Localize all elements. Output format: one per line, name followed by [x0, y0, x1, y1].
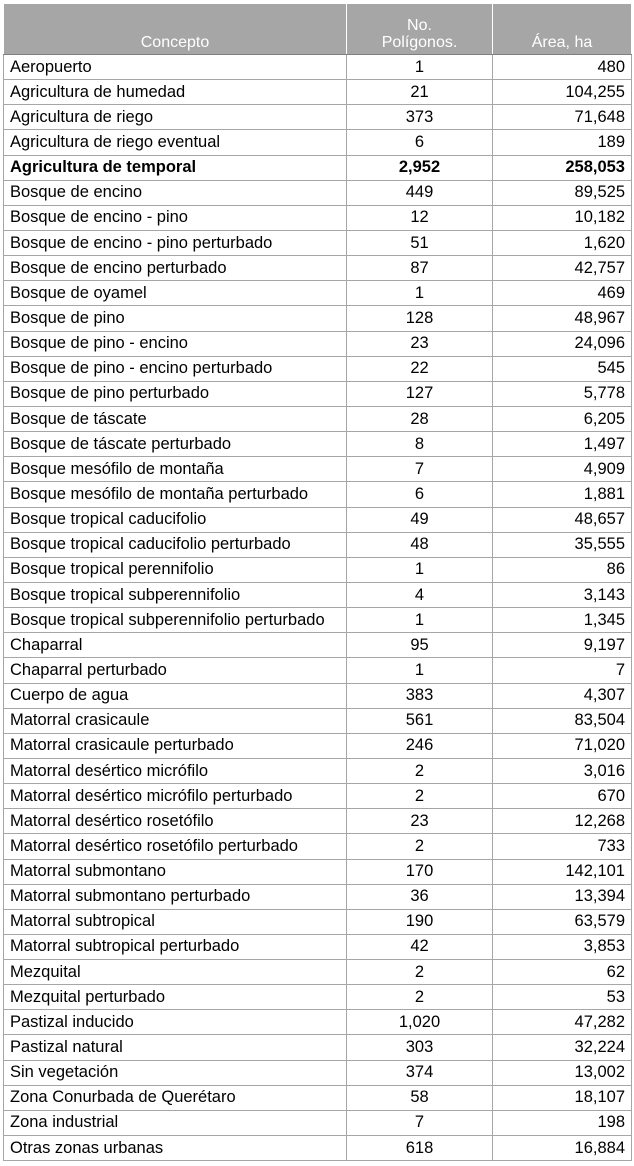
- row-concept: Bosque de táscate: [4, 406, 347, 431]
- header-area: Área, ha: [493, 4, 632, 55]
- table-row: [4, 105, 632, 130]
- table-header: [4, 4, 632, 55]
- row-area: 42,757: [493, 256, 632, 281]
- row-area: 86: [493, 557, 632, 582]
- row-area: 670: [493, 784, 632, 809]
- table-row: [4, 1110, 632, 1135]
- table-row: [4, 130, 632, 155]
- row-polygon-count: 383: [347, 683, 493, 708]
- row-area: 9,197: [493, 633, 632, 658]
- table-row: [4, 306, 632, 331]
- table-row: [4, 482, 632, 507]
- row-concept: Matorral desértico micrófilo perturbado: [4, 784, 347, 809]
- row-concept: Bosque de pino - encino: [4, 331, 347, 356]
- table-row: [4, 960, 632, 985]
- row-area: 48,967: [493, 306, 632, 331]
- table-row: [4, 809, 632, 834]
- row-concept: Bosque tropical caducifolio perturbado: [4, 532, 347, 557]
- row-polygon-count: 449: [347, 180, 493, 205]
- row-concept: Matorral submontano perturbado: [4, 884, 347, 909]
- row-concept: Otras zonas urbanas: [4, 1136, 347, 1161]
- row-polygon-count: 87: [347, 256, 493, 281]
- row-area: 104,255: [493, 80, 632, 105]
- table-row: [4, 1060, 632, 1085]
- row-concept: Matorral subtropical perturbado: [4, 934, 347, 959]
- row-polygon-count: 6: [347, 482, 493, 507]
- table-row: [4, 180, 632, 205]
- row-polygon-count: 6: [347, 130, 493, 155]
- row-area: 3,016: [493, 758, 632, 783]
- row-concept: Chaparral perturbado: [4, 658, 347, 683]
- row-concept: Agricultura de riego eventual: [4, 130, 347, 155]
- table-row: [4, 633, 632, 658]
- row-area: 13,394: [493, 884, 632, 909]
- row-concept: Pastizal inducido: [4, 1010, 347, 1035]
- row-concept: Mezquital perturbado: [4, 985, 347, 1010]
- table-row: [4, 884, 632, 909]
- row-area: 12,268: [493, 809, 632, 834]
- row-polygon-count: 49: [347, 507, 493, 532]
- row-concept: Bosque de oyamel: [4, 281, 347, 306]
- table-row: [4, 582, 632, 607]
- row-area: 83,504: [493, 708, 632, 733]
- row-concept: Agricultura de humedad: [4, 80, 347, 105]
- header-row: [4, 4, 632, 55]
- row-concept: Mezquital: [4, 960, 347, 985]
- row-area: 71,020: [493, 733, 632, 758]
- table-row: [4, 859, 632, 884]
- table-row: [4, 256, 632, 281]
- row-concept: Bosque de encino perturbado: [4, 256, 347, 281]
- row-polygon-count: 28: [347, 406, 493, 431]
- row-concept: Agricultura de temporal: [4, 155, 347, 180]
- table-row: [4, 1035, 632, 1060]
- row-area: 24,096: [493, 331, 632, 356]
- row-area: 6,205: [493, 406, 632, 431]
- row-polygon-count: 42: [347, 934, 493, 959]
- table-row: [4, 281, 632, 306]
- row-polygon-count: 618: [347, 1136, 493, 1161]
- row-concept: Bosque de encino - pino: [4, 205, 347, 230]
- table-row: [4, 381, 632, 406]
- row-concept: Matorral desértico rosetófilo perturbado: [4, 834, 347, 859]
- row-polygon-count: 1: [347, 281, 493, 306]
- row-area: 4,307: [493, 683, 632, 708]
- table-row: [4, 708, 632, 733]
- row-area: 1,497: [493, 432, 632, 457]
- row-polygon-count: 2,952: [347, 155, 493, 180]
- row-concept: Bosque tropical perennifolio: [4, 557, 347, 582]
- table-row: [4, 557, 632, 582]
- row-polygon-count: 22: [347, 356, 493, 381]
- row-concept: Matorral subtropical: [4, 909, 347, 934]
- row-polygon-count: 95: [347, 633, 493, 658]
- table-row: [4, 758, 632, 783]
- row-area: 4,909: [493, 457, 632, 482]
- row-concept: Bosque de pino perturbado: [4, 381, 347, 406]
- row-area: 189: [493, 130, 632, 155]
- row-polygon-count: 7: [347, 1110, 493, 1135]
- row-polygon-count: 23: [347, 809, 493, 834]
- table-row: [4, 532, 632, 557]
- row-area: 1,345: [493, 608, 632, 633]
- row-concept: Bosque de encino: [4, 180, 347, 205]
- row-polygon-count: 128: [347, 306, 493, 331]
- table-row: [4, 834, 632, 859]
- row-polygon-count: 1,020: [347, 1010, 493, 1035]
- table-row: [4, 507, 632, 532]
- row-area: 53: [493, 985, 632, 1010]
- row-polygon-count: 4: [347, 582, 493, 607]
- row-polygon-count: 7: [347, 457, 493, 482]
- row-concept: Bosque mesófilo de montaña: [4, 457, 347, 482]
- row-polygon-count: 23: [347, 331, 493, 356]
- row-concept: Cuerpo de agua: [4, 683, 347, 708]
- row-area: 142,101: [493, 859, 632, 884]
- row-polygon-count: 303: [347, 1035, 493, 1060]
- row-concept: Bosque de táscate perturbado: [4, 432, 347, 457]
- row-polygon-count: 8: [347, 432, 493, 457]
- row-polygon-count: 2: [347, 784, 493, 809]
- row-area: 16,884: [493, 1136, 632, 1161]
- row-concept: Sin vegetación: [4, 1060, 347, 1085]
- table-row: [4, 1085, 632, 1110]
- row-concept: Bosque mesófilo de montaña perturbado: [4, 482, 347, 507]
- row-area: 35,555: [493, 532, 632, 557]
- row-polygon-count: 2: [347, 960, 493, 985]
- row-polygon-count: 373: [347, 105, 493, 130]
- row-area: 469: [493, 281, 632, 306]
- table-row: [4, 205, 632, 230]
- row-polygon-count: 1: [347, 658, 493, 683]
- row-area: 733: [493, 834, 632, 859]
- table-row: [4, 934, 632, 959]
- row-concept: Aeropuerto: [4, 55, 347, 80]
- header-count-line1: No.: [407, 17, 432, 34]
- row-area: 10,182: [493, 205, 632, 230]
- header-count-line2: Polígonos.: [381, 34, 458, 51]
- row-area: 3,853: [493, 934, 632, 959]
- header-concept: Concepto: [4, 4, 347, 55]
- row-concept: Bosque tropical subperennifolio perturbado: [4, 608, 347, 633]
- row-polygon-count: 48: [347, 532, 493, 557]
- row-concept: Matorral submontano: [4, 859, 347, 884]
- row-concept: Agricultura de riego: [4, 105, 347, 130]
- row-concept: Bosque de pino - encino perturbado: [4, 356, 347, 381]
- table-row: [4, 658, 632, 683]
- row-area: 198: [493, 1110, 632, 1135]
- table-row: [4, 457, 632, 482]
- table-row: [4, 784, 632, 809]
- row-area: 71,648: [493, 105, 632, 130]
- table-row: [4, 356, 632, 381]
- row-polygon-count: 190: [347, 909, 493, 934]
- table-row: [4, 683, 632, 708]
- row-concept: Zona industrial: [4, 1110, 347, 1135]
- row-concept: Matorral crasicaule perturbado: [4, 733, 347, 758]
- row-polygon-count: 2: [347, 758, 493, 783]
- row-polygon-count: 170: [347, 859, 493, 884]
- row-area: 48,657: [493, 507, 632, 532]
- row-area: 1,881: [493, 482, 632, 507]
- row-area: 258,053: [493, 155, 632, 180]
- table-row: [4, 432, 632, 457]
- row-concept: Matorral crasicaule: [4, 708, 347, 733]
- table-row: [4, 155, 632, 180]
- table-row: [4, 909, 632, 934]
- table-row: [4, 80, 632, 105]
- row-polygon-count: 561: [347, 708, 493, 733]
- row-area: 545: [493, 356, 632, 381]
- row-concept: Chaparral: [4, 633, 347, 658]
- header-polygon-count: [347, 4, 493, 55]
- row-polygon-count: 1: [347, 55, 493, 80]
- row-area: 32,224: [493, 1035, 632, 1060]
- row-polygon-count: 246: [347, 733, 493, 758]
- row-area: 89,525: [493, 180, 632, 205]
- table-row: [4, 608, 632, 633]
- table-row: [4, 1136, 632, 1161]
- table-row: [4, 331, 632, 356]
- table-body: [4, 55, 632, 1161]
- row-polygon-count: 127: [347, 381, 493, 406]
- table-row: [4, 230, 632, 255]
- row-polygon-count: 2: [347, 834, 493, 859]
- row-area: 13,002: [493, 1060, 632, 1085]
- row-area: 3,143: [493, 582, 632, 607]
- land-use-table-container: [3, 3, 631, 1161]
- land-use-table: [3, 3, 632, 1161]
- row-concept: Matorral desértico micrófilo: [4, 758, 347, 783]
- row-area: 7: [493, 658, 632, 683]
- row-area: 47,282: [493, 1010, 632, 1035]
- row-area: 63,579: [493, 909, 632, 934]
- row-polygon-count: 2: [347, 985, 493, 1010]
- row-concept: Bosque tropical caducifolio: [4, 507, 347, 532]
- table-row: [4, 985, 632, 1010]
- row-concept: Bosque de encino - pino perturbado: [4, 230, 347, 255]
- row-concept: Pastizal natural: [4, 1035, 347, 1060]
- row-area: 1,620: [493, 230, 632, 255]
- row-polygon-count: 1: [347, 557, 493, 582]
- table-row: [4, 733, 632, 758]
- row-polygon-count: 21: [347, 80, 493, 105]
- row-polygon-count: 1: [347, 608, 493, 633]
- table-row: [4, 1010, 632, 1035]
- row-area: 62: [493, 960, 632, 985]
- row-polygon-count: 374: [347, 1060, 493, 1085]
- table-row: [4, 55, 632, 80]
- row-area: 18,107: [493, 1085, 632, 1110]
- row-polygon-count: 58: [347, 1085, 493, 1110]
- row-concept: Bosque tropical subperennifolio: [4, 582, 347, 607]
- row-polygon-count: 51: [347, 230, 493, 255]
- row-concept: Matorral desértico rosetófilo: [4, 809, 347, 834]
- row-polygon-count: 36: [347, 884, 493, 909]
- row-area: 480: [493, 55, 632, 80]
- row-concept: Zona Conurbada de Querétaro: [4, 1085, 347, 1110]
- row-concept: Bosque de pino: [4, 306, 347, 331]
- table-row: [4, 406, 632, 431]
- row-area: 5,778: [493, 381, 632, 406]
- row-polygon-count: 12: [347, 205, 493, 230]
